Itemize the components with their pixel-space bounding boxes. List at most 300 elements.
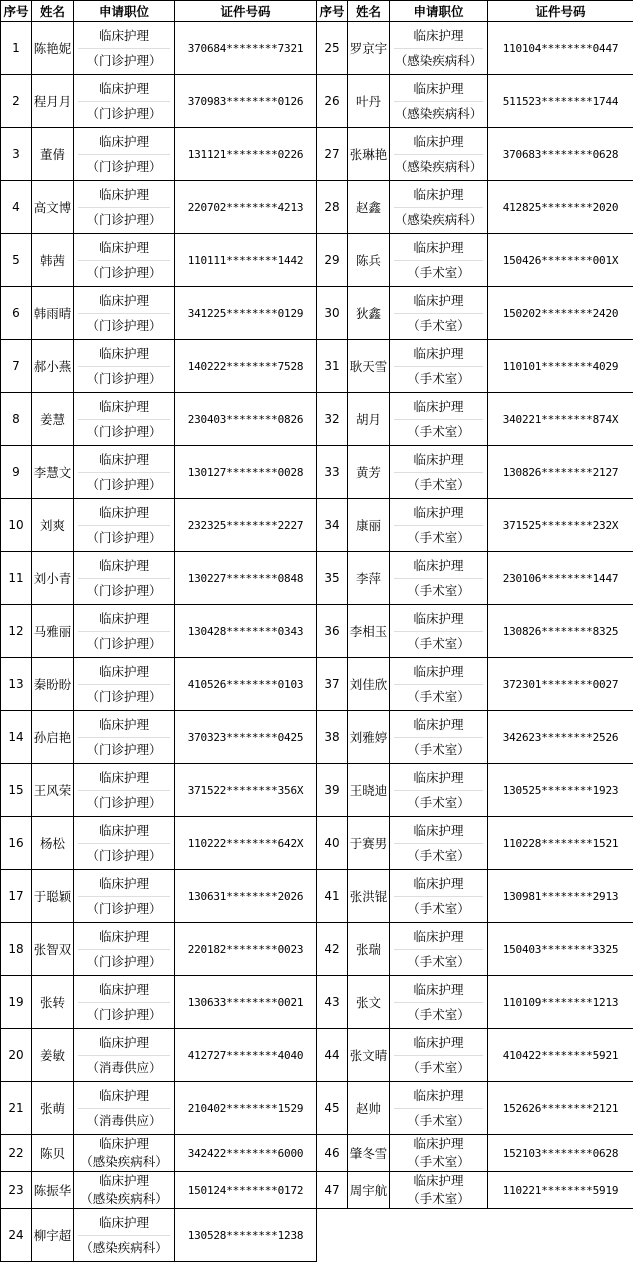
table-row [1,393,633,446]
position-department: （门诊护理） [86,423,162,439]
position-box [390,395,487,444]
position-cell [74,923,175,976]
name-cell: 张瑞 [348,923,390,976]
position-department: （门诊护理） [86,794,162,810]
position-cell [390,446,488,499]
seq-cell: 31 [317,340,348,393]
seq-cell: 3 [1,128,32,181]
name-cell: 姜慧 [32,393,74,446]
id-number-cell: 342623********2526 [488,711,633,764]
name-cell: 王晓迪 [348,764,390,817]
seq-cell: 32 [317,393,348,446]
position-box [74,236,174,285]
header-position: 申请职位 [390,1,488,22]
name-cell: 董倩 [32,128,74,181]
position-cell [74,870,175,923]
position-box [390,236,487,285]
name-cell: 于赛男 [348,817,390,870]
name-cell: 张文 [348,976,390,1029]
position-cell [390,1082,488,1135]
position-title: 临床护理 [78,395,170,420]
id-number-cell: 110222********642X [175,817,317,870]
position-department: （门诊护理） [86,370,162,386]
table-row [1,181,633,234]
position-title: 临床护理 [98,1173,149,1188]
seq-cell: 40 [317,817,348,870]
position-department: （手术室） [407,264,470,280]
name-cell: 刘雅婷 [348,711,390,764]
position-department: （手术室） [407,741,470,757]
position-title: 临床护理 [78,607,170,632]
position-cell [74,711,175,764]
position-box [74,24,174,73]
name-cell: 刘佳欣 [348,658,390,711]
position-department: （手术室） [407,582,470,598]
position-department: （门诊护理） [86,1006,162,1022]
id-number-cell: 110221********5919 [488,1172,633,1209]
seq-cell: 41 [317,870,348,923]
position-box [390,554,487,603]
position-cell [390,764,488,817]
position-box [390,342,487,391]
position-title: 临床护理 [394,660,483,685]
position-box [390,1172,487,1208]
table-row [1,287,633,340]
id-number-cell: 370983********0126 [175,75,317,128]
position-department: （手术室） [407,1059,470,1075]
id-number-cell: 130127********0028 [175,446,317,499]
position-title: 临床护理 [394,766,483,791]
name-cell: 姜敏 [32,1029,74,1082]
id-number-cell: 370683********0628 [488,128,633,181]
id-number-cell: 372301********0027 [488,658,633,711]
position-title: 临床护理 [394,448,483,473]
position-cell [390,75,488,128]
seq-cell: 34 [317,499,348,552]
position-title: 临床护理 [78,24,170,49]
position-title: 临床护理 [78,872,170,897]
header-id: 证件号码 [488,1,633,22]
position-department: （门诊护理） [86,529,162,545]
seq-cell: 44 [317,1029,348,1082]
table-row [1,552,633,605]
seq-cell: 14 [1,711,32,764]
id-number-cell: 150202********2420 [488,287,633,340]
position-cell [74,393,175,446]
seq-cell: 24 [1,1209,32,1262]
seq-cell: 1 [1,22,32,75]
seq-cell: 30 [317,287,348,340]
position-department: （感染疾病科） [394,105,483,121]
seq-cell: 42 [317,923,348,976]
position-box [74,978,174,1027]
table-row [1,1209,633,1262]
position-department: （门诊护理） [86,211,162,227]
position-title: 临床护理 [394,130,483,155]
name-cell: 于聪颖 [32,870,74,923]
position-title: 临床护理 [78,713,170,738]
seq-cell: 9 [1,446,32,499]
seq-cell: 35 [317,552,348,605]
position-title: 临床护理 [78,77,170,102]
position-box [390,872,487,921]
position-cell [390,1135,488,1172]
empty-cell [390,1209,488,1262]
position-cell [74,1082,175,1135]
position-cell [390,976,488,1029]
position-department: （感染疾病科） [394,52,483,68]
id-number-cell: 130528********1238 [175,1209,317,1262]
position-department: （手术室） [407,1112,470,1128]
position-department: （门诊护理） [86,953,162,969]
id-number-cell: 232325********2227 [175,499,317,552]
position-title: 临床护理 [394,925,483,950]
position-cell [74,552,175,605]
position-department: （门诊护理） [86,264,162,280]
table-row [1,923,633,976]
id-number-cell: 150426********001X [488,234,633,287]
name-cell: 赵鑫 [348,181,390,234]
id-number-cell: 220702********4213 [175,181,317,234]
position-title: 临床护理 [394,289,483,314]
id-number-cell: 110101********4029 [488,340,633,393]
position-box [74,395,174,444]
header-seq: 序号 [317,1,348,22]
position-box [74,660,174,709]
seq-cell: 27 [317,128,348,181]
name-cell: 康丽 [348,499,390,552]
position-department: （消毒供应） [86,1112,162,1128]
table-row [1,1172,633,1209]
name-cell: 郝小燕 [32,340,74,393]
table-body [1,22,633,1262]
position-box [390,607,487,656]
position-title: 临床护理 [78,1031,170,1056]
name-cell: 高文博 [32,181,74,234]
position-box [74,554,174,603]
position-title: 临床护理 [394,395,483,420]
position-cell [74,1209,175,1262]
seq-cell: 11 [1,552,32,605]
position-box [390,501,487,550]
position-title: 临床护理 [394,607,483,632]
position-box [74,77,174,126]
position-box [74,713,174,762]
position-cell [74,22,175,75]
name-cell: 程月月 [32,75,74,128]
position-box [390,660,487,709]
position-title: 临床护理 [78,130,170,155]
position-title: 临床护理 [394,713,483,738]
id-number-cell: 130428********0343 [175,605,317,658]
position-box [390,130,487,179]
position-cell [74,446,175,499]
name-cell: 孙启艳 [32,711,74,764]
id-number-cell: 371522********356X [175,764,317,817]
id-number-cell: 130826********2127 [488,446,633,499]
name-cell: 狄鑫 [348,287,390,340]
position-department: （手术室） [407,1006,470,1022]
name-cell: 李相玉 [348,605,390,658]
position-department: （感染疾病科） [394,211,483,227]
id-number-cell: 110228********1521 [488,817,633,870]
empty-cell [488,1209,633,1262]
id-number-cell: 511523********1744 [488,75,633,128]
name-cell: 李慧文 [32,446,74,499]
position-department: （手术室） [407,423,470,439]
position-cell [390,393,488,446]
position-title: 临床护理 [394,342,483,367]
position-department: （感染疾病科） [80,1154,168,1169]
position-title: 临床护理 [394,1084,483,1109]
name-cell: 刘爽 [32,499,74,552]
name-cell: 陈振华 [32,1172,74,1209]
position-title: 临床护理 [78,183,170,208]
seq-cell: 12 [1,605,32,658]
position-title: 临床护理 [394,236,483,261]
position-title: 临床护理 [78,925,170,950]
seq-cell: 22 [1,1135,32,1172]
position-cell [390,340,488,393]
seq-cell: 37 [317,658,348,711]
position-title: 临床护理 [394,501,483,526]
table-row [1,1082,633,1135]
id-number-cell: 110104********0447 [488,22,633,75]
position-cell [390,287,488,340]
id-number-cell: 130631********2026 [175,870,317,923]
position-department: （门诊护理） [86,582,162,598]
id-number-cell: 131121********0226 [175,128,317,181]
empty-cell [348,1209,390,1262]
name-cell: 陈兵 [348,234,390,287]
position-department: （感染疾病科） [394,158,483,174]
position-cell [74,976,175,1029]
table-row [1,446,633,499]
position-cell [390,711,488,764]
empty-cell [317,1209,348,1262]
table-row [1,605,633,658]
position-department: （手术室） [407,476,470,492]
position-department: （门诊护理） [86,847,162,863]
position-title: 临床护理 [78,289,170,314]
seq-cell: 45 [317,1082,348,1135]
position-department: （手术室） [407,900,470,916]
position-title: 临床护理 [78,236,170,261]
position-title: 临床护理 [394,978,483,1003]
position-cell [390,234,488,287]
seq-cell: 47 [317,1172,348,1209]
position-department: （门诊护理） [86,52,162,68]
seq-cell: 2 [1,75,32,128]
id-number-cell: 371525********232X [488,499,633,552]
name-cell: 杨松 [32,817,74,870]
header-name: 姓名 [348,1,390,22]
name-cell: 耿天雪 [348,340,390,393]
name-cell: 秦盼盼 [32,658,74,711]
id-number-cell: 412727********4040 [175,1029,317,1082]
position-title: 临床护理 [78,978,170,1003]
position-cell [390,181,488,234]
seq-cell: 23 [1,1172,32,1209]
position-cell [390,923,488,976]
position-department: （感染疾病科） [80,1191,168,1206]
position-box [390,1084,487,1133]
position-title: 临床护理 [413,1136,464,1151]
position-cell [74,287,175,340]
position-department: （门诊护理） [86,105,162,121]
name-cell: 张琳艳 [348,128,390,181]
position-department: （感染疾病科） [80,1239,168,1255]
id-number-cell: 130633********0021 [175,976,317,1029]
id-number-cell: 210402********1529 [175,1082,317,1135]
id-number-cell: 152626********2121 [488,1082,633,1135]
id-number-cell: 130227********0848 [175,552,317,605]
table-row [1,658,633,711]
seq-cell: 28 [317,181,348,234]
table-row [1,1135,633,1172]
position-cell [390,658,488,711]
seq-cell: 18 [1,923,32,976]
position-department: （门诊护理） [86,741,162,757]
position-department: （手术室） [407,635,470,651]
position-department: （手术室） [407,953,470,969]
name-cell: 张转 [32,976,74,1029]
seq-cell: 33 [317,446,348,499]
position-cell [390,499,488,552]
seq-cell: 46 [317,1135,348,1172]
seq-cell: 25 [317,22,348,75]
position-title: 临床护理 [78,342,170,367]
position-department: （手术室） [407,529,470,545]
name-cell: 王风荣 [32,764,74,817]
id-number-cell: 150403********3325 [488,923,633,976]
position-title: 临床护理 [394,183,483,208]
position-cell [74,181,175,234]
position-title: 临床护理 [413,1173,464,1188]
seq-cell: 17 [1,870,32,923]
position-title: 临床护理 [98,1136,149,1151]
position-title: 临床护理 [78,448,170,473]
name-cell: 张文晴 [348,1029,390,1082]
position-box [390,183,487,232]
header-id: 证件号码 [175,1,317,22]
position-department: （门诊护理） [86,900,162,916]
position-cell [74,605,175,658]
position-title: 临床护理 [394,24,483,49]
position-box [74,130,174,179]
id-number-cell: 152103********0628 [488,1135,633,1172]
position-department: （手术室） [407,794,470,810]
header-position: 申请职位 [74,1,175,22]
name-cell: 罗京宇 [348,22,390,75]
id-number-cell: 230106********1447 [488,552,633,605]
table-row [1,128,633,181]
position-department: （消毒供应） [86,1059,162,1075]
name-cell: 张智双 [32,923,74,976]
name-cell: 周宇航 [348,1172,390,1209]
table-row [1,711,633,764]
position-department: （门诊护理） [86,476,162,492]
position-box [390,24,487,73]
position-cell [390,128,488,181]
position-cell [390,1029,488,1082]
table-row [1,870,633,923]
id-number-cell: 140222********7528 [175,340,317,393]
position-title: 临床护理 [394,819,483,844]
position-box [390,766,487,815]
position-box [74,448,174,497]
position-box [74,1084,174,1133]
position-box [74,925,174,974]
position-cell [74,817,175,870]
position-box [74,1031,174,1080]
table-row [1,22,633,75]
seq-cell: 15 [1,764,32,817]
id-number-cell: 341225********0129 [175,287,317,340]
table-row [1,976,633,1029]
seq-cell: 16 [1,817,32,870]
id-number-cell: 370684********7321 [175,22,317,75]
position-title: 临床护理 [78,819,170,844]
position-box [74,766,174,815]
id-number-cell: 110111********1442 [175,234,317,287]
seq-cell: 36 [317,605,348,658]
table-row [1,1029,633,1082]
position-cell [74,340,175,393]
id-number-cell: 412825********2020 [488,181,633,234]
seq-cell: 39 [317,764,348,817]
position-box [390,819,487,868]
name-cell: 肇冬雪 [348,1135,390,1172]
name-cell: 叶丹 [348,75,390,128]
table-row [1,234,633,287]
seq-cell: 10 [1,499,32,552]
table-row [1,764,633,817]
position-department: （手术室） [407,1154,470,1169]
position-box [390,713,487,762]
position-cell [74,1029,175,1082]
position-cell [74,1172,175,1209]
position-cell [390,870,488,923]
table-row [1,499,633,552]
seq-cell: 43 [317,976,348,1029]
id-number-cell: 130981********2913 [488,870,633,923]
name-cell: 刘小青 [32,552,74,605]
position-cell [390,605,488,658]
name-cell: 陈艳妮 [32,22,74,75]
position-cell [74,658,175,711]
name-cell: 张洪锟 [348,870,390,923]
position-department: （手术室） [407,317,470,333]
position-department: （门诊护理） [86,317,162,333]
name-cell: 柳宇超 [32,1209,74,1262]
id-number-cell: 130826********8325 [488,605,633,658]
header-seq: 序号 [1,1,32,22]
id-number-cell: 220182********0023 [175,923,317,976]
position-title: 临床护理 [394,554,483,579]
position-cell [74,1135,175,1172]
position-cell [390,1172,488,1209]
position-title: 临床护理 [394,1031,483,1056]
id-number-cell: 342422********6000 [175,1135,317,1172]
position-title: 临床护理 [78,766,170,791]
position-department: （手术室） [407,1191,470,1206]
seq-cell: 4 [1,181,32,234]
position-box [74,289,174,338]
header-name: 姓名 [32,1,74,22]
id-number-cell: 340221********874X [488,393,633,446]
position-box [390,978,487,1027]
